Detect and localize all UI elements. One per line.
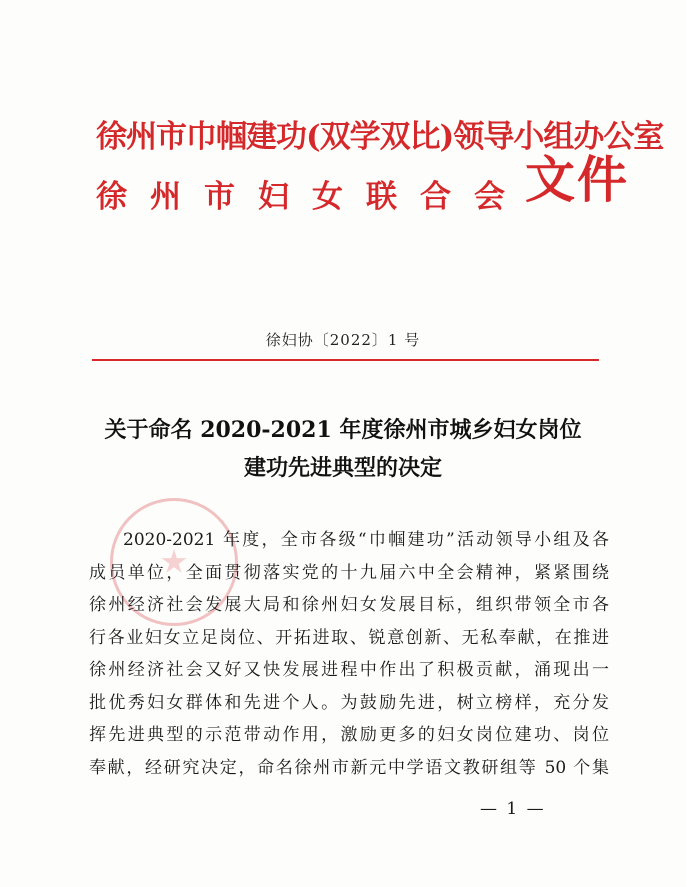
title-line-2: 建功先进典型的决定 xyxy=(243,455,442,481)
body-line-3: 徐州经济社会发展大局和徐州妇女发展目标，组织带领全市各 xyxy=(89,595,609,615)
body-line-8: 奉献，经研究决定，命名徐州市新元中学语文教研组等 50 个集 xyxy=(89,757,609,778)
body-line-7: 挥先进典型的示范带动作用，激励更多的妇女岗位建功、岗位 xyxy=(89,725,609,745)
body-line-2: 成员单位，全面贯彻落实党的十九届六中全会精神，紧紧围绕 xyxy=(89,562,609,583)
body-line-1: 2020-2021 年度，全市各级“巾帼建功”活动领导小组及各 xyxy=(123,530,609,550)
page-number: — 1 — xyxy=(480,799,546,819)
body-paragraph xyxy=(89,524,609,784)
document-type-label: 文件 xyxy=(525,150,629,209)
document-number: 徐妇协〔2022〕1 号 xyxy=(265,331,421,349)
body-line-6: 批优秀妇女群体和先进个人。为鼓励先进，树立榜样，充分发 xyxy=(89,692,609,713)
title-line-1: 关于命名 2020-2021 年度徐州市城乡妇女岗位 xyxy=(104,417,582,443)
issuer-name-2: 徐州市妇女联合会 xyxy=(96,179,528,215)
red-divider-line xyxy=(92,359,599,361)
issuer-name-1: 徐州市巾帼建功(双学双比)领导小组办公室 xyxy=(96,119,664,155)
body-line-5: 徐州经济社会又好又快发展进程中作出了积极贡献，涌现出一 xyxy=(89,660,609,680)
document-title xyxy=(60,411,626,487)
body-line-4: 行各业妇女立足岗位、开拓进取、锐意创新、无私奉献，在推进 xyxy=(89,627,609,648)
